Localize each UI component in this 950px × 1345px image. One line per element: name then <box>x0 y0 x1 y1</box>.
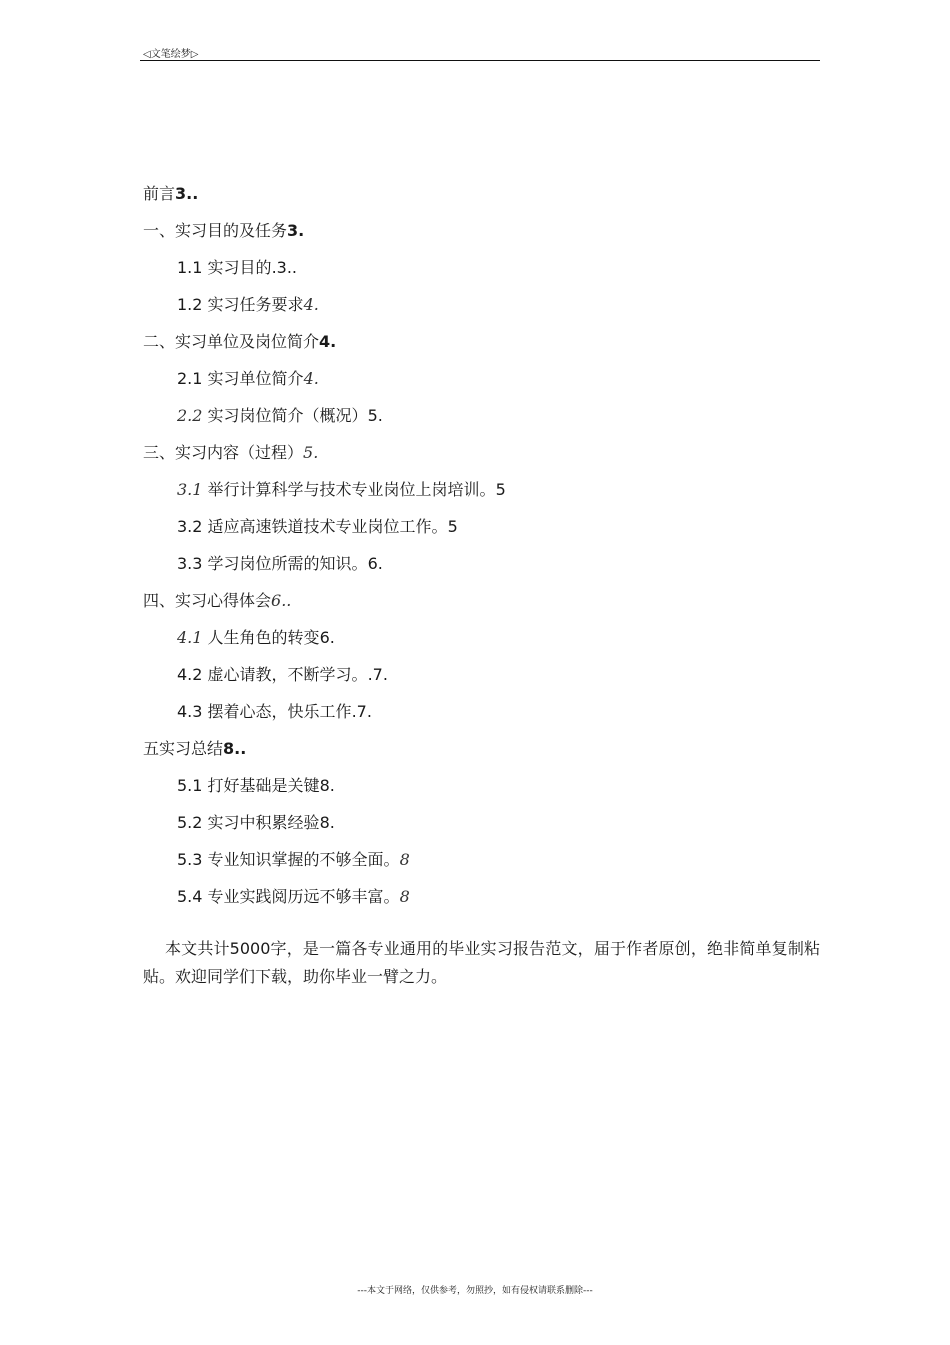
toc-entry[interactable] <box>143 848 820 885</box>
toc-entry-page: 8.. <box>223 739 247 758</box>
toc-entry-title: 实习中积累经验 <box>207 813 320 832</box>
toc-entry-number: 1.2 <box>177 295 203 314</box>
toc-entry-title: 打好基础是关键 <box>207 776 320 795</box>
toc-entry-title: 虚心请教，不断学习。 <box>207 665 368 684</box>
toc-entry-page: 8 <box>399 850 410 869</box>
toc-entry-number: 3.3 <box>177 554 203 573</box>
toc-entry-page: 5 <box>495 480 506 499</box>
toc-entry-number: 5.2 <box>177 813 203 832</box>
toc-entry[interactable] <box>143 219 820 256</box>
toc-entry-title: 适应高速铁道技术专业岗位工作。 <box>207 517 448 536</box>
toc-entry-page: 8. <box>319 776 335 795</box>
toc-entry-number: 5.1 <box>177 776 203 795</box>
toc-entry[interactable] <box>143 737 820 774</box>
toc-entry-title: 二、实习单位及岗位简介 <box>143 332 320 351</box>
toc-entry[interactable] <box>143 515 820 552</box>
toc-entry-page: 6. <box>319 628 335 647</box>
toc-entry-number: 5.4 <box>177 887 203 906</box>
toc-entry[interactable] <box>143 552 820 589</box>
header-rule <box>140 60 820 61</box>
document-note: 本文共计5000字，是一篇各专业通用的毕业实习报告范文，届于作者原创，绝非简单复制粘贴。欢迎同学们下载，助你毕业一臂之力。 <box>143 939 820 986</box>
toc-entry-page: .7. <box>351 702 372 721</box>
toc-entry-title: 专业知识掌握的不够全面。 <box>207 850 400 869</box>
toc-entry-number: 2.2 <box>177 406 203 425</box>
toc-entry-title: 实习任务要求 <box>207 295 304 314</box>
toc-entry-page: 6.. <box>271 591 292 610</box>
toc-entry[interactable] <box>143 774 820 811</box>
toc-entry[interactable] <box>143 885 820 922</box>
toc-entry-title: 一、实习目的及任务 <box>143 221 288 240</box>
toc-entry-number: 3.1 <box>177 480 203 499</box>
toc-entry-title: 专业实践阅历远不够丰富。 <box>207 887 400 906</box>
toc-entry[interactable] <box>143 441 820 478</box>
toc-entry-page: 4. <box>319 332 337 351</box>
toc-entry-title: 实习单位简介 <box>207 369 304 388</box>
toc-entry-title: 五实习总结 <box>143 739 224 758</box>
toc-entry-number: 5.3 <box>177 850 203 869</box>
toc-entry[interactable] <box>143 182 820 219</box>
toc-entry-page: 5. <box>303 443 319 462</box>
toc-entry-page: 4. <box>303 295 319 314</box>
toc-entry-title: 实习目的 <box>207 258 272 277</box>
toc-entry-title: 学习岗位所需的知识。 <box>207 554 368 573</box>
toc-entry-page: 3.. <box>175 184 199 203</box>
toc-entry-page: .7. <box>367 665 388 684</box>
header-label: ◁文笔绘梦▷ <box>143 49 199 60</box>
toc-entry[interactable] <box>143 293 820 330</box>
toc-entry-number: 2.1 <box>177 369 203 388</box>
toc-entry-number: 4.2 <box>177 665 203 684</box>
toc-entry-number: 1.1 <box>177 258 203 277</box>
toc-entry-title: 举行计算科学与技术专业岗位上岗培训。 <box>207 480 496 499</box>
toc-entry-title: 摆着心态，快乐工作 <box>207 702 352 721</box>
toc-entry-title: 人生角色的转变 <box>207 628 320 647</box>
toc-entry-title: 三、实习内容（过程） <box>143 443 304 462</box>
toc-entry[interactable] <box>143 700 820 737</box>
toc-entry-number: 3.2 <box>177 517 203 536</box>
toc-entry-number: 4.1 <box>177 628 203 647</box>
toc-entry[interactable] <box>143 478 820 515</box>
toc-entry[interactable] <box>143 589 820 626</box>
toc-entry-title: 四、实习心得体会 <box>143 591 272 610</box>
toc-entry[interactable] <box>143 404 820 441</box>
toc-entry-title: 前言 <box>143 184 176 203</box>
toc-entry-page: .3.. <box>271 258 297 277</box>
toc-entry[interactable] <box>143 256 820 293</box>
toc-entry-number: 4.3 <box>177 702 203 721</box>
toc-entry-page: 3. <box>287 221 305 240</box>
toc-entry-page: 8 <box>399 887 410 906</box>
toc-entry-title: 实习岗位简介（概况） <box>207 406 368 425</box>
toc-entry[interactable] <box>143 367 820 404</box>
toc-entry-page: 5. <box>367 406 383 425</box>
toc-entry-page: 4. <box>303 369 319 388</box>
toc-entry[interactable] <box>143 330 820 367</box>
toc-entry-page: 6. <box>367 554 383 573</box>
page-footer: ---本文于网络，仅供参考，勿照抄，如有侵权请联系删除--- <box>357 1286 593 1296</box>
toc-entry[interactable] <box>143 663 820 700</box>
toc-entry-page: 8. <box>319 813 335 832</box>
table-of-contents <box>143 182 820 922</box>
toc-entry-page: 5 <box>447 517 458 536</box>
toc-entry[interactable] <box>143 626 820 663</box>
toc-entry[interactable] <box>143 811 820 848</box>
